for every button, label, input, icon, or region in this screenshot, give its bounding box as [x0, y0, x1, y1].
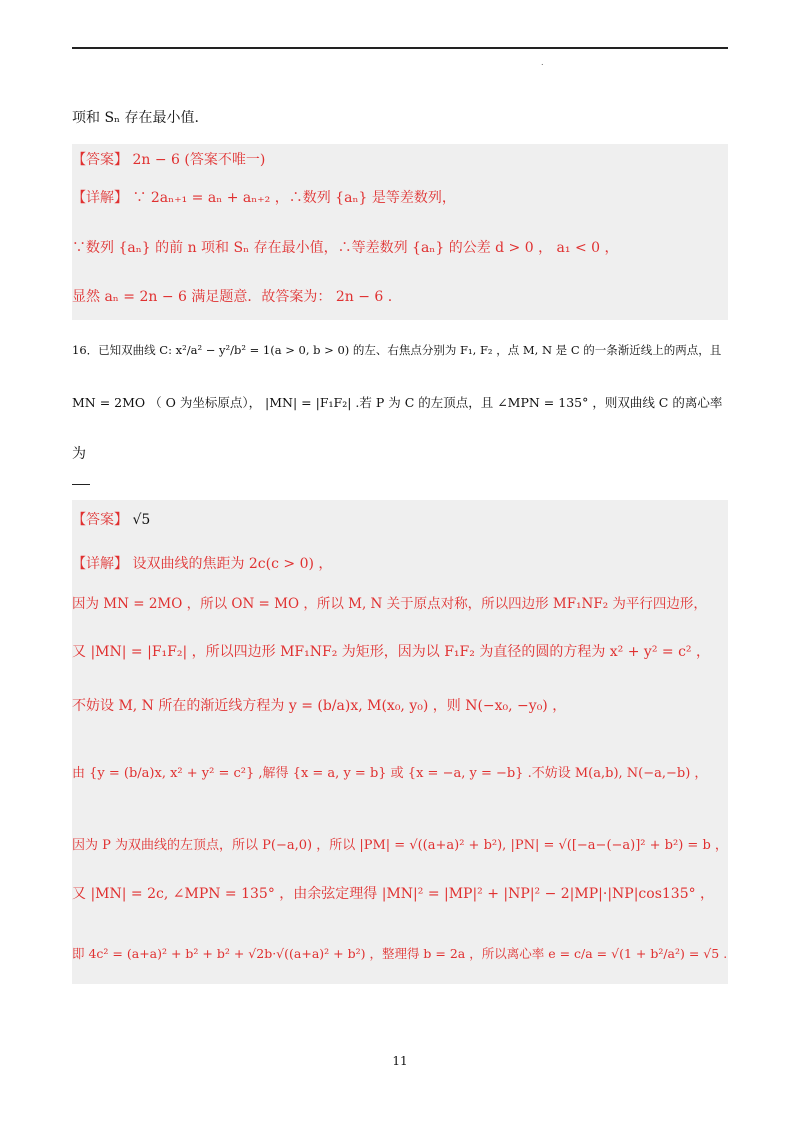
answer-value: 2n − 6 (答案不唯一) [132, 152, 266, 168]
detail-15-line-1 [72, 188, 456, 208]
detail-16-line-3: 又 |MN| = |F₁F₂| ，所以四边形 MF₁NF₂ 为矩形，因为以 F₁F₂ 为直径的圆的方程为 x² + y² = c² ， [72, 644, 710, 660]
detail-16-line-6: 因为 P 为双曲线的左顶点，所以 P(−a,0) ，所以 |PM| = √((a+a)² + b²), |PN| = √([−a−(−a)]² + b²) = b ， [72, 838, 728, 853]
question-16-line-3: 为 [72, 446, 86, 462]
answer-16 [72, 510, 150, 530]
detail-16-line-8: 即 4c² = (a+a)² + b² + b² + √2b·√((a+a)² + b²) ，整理得 b = 2a ，所以离心率 e = c/a = √(1 + b²/a²) = √5 . [72, 946, 728, 961]
detail-text: ∵ 2aₙ₊₁ = aₙ + aₙ₊₂ ，∴数列 {aₙ} 是等差数列， [132, 190, 456, 206]
detail-16-line-2: 因为 MN = 2MO ，所以 ON = MO ，所以 M, N 关于原点对称，所以四边形 MF₁NF₂ 为平行四边形， [72, 596, 707, 612]
detail-15-line-2: ∵数列 {aₙ} 的前 n 项和 Sₙ 存在最小值，∴等差数列 {aₙ} 的公差 d > 0 ， a₁ < 0 ， [72, 240, 619, 256]
detail-15-line-3: 显然 aₙ = 2n − 6 满足题意．故答案为： 2n − 6 . [72, 289, 393, 305]
prev-question-end: 项和 Sₙ 存在最小值. [72, 110, 199, 126]
detail-label: 【详解】 [72, 556, 128, 572]
answer-blank [72, 484, 90, 485]
detail-label: 【详解】 [72, 190, 128, 206]
header-dot: . [541, 58, 544, 67]
answer-label: 【答案】 [72, 152, 128, 168]
detail-16-line-7: 又 |MN| = 2c, ∠MPN = 135° ，由余弦定理得 |MN|² = |MP|² + |NP|² − 2|MP|·|NP|cos135° ， [72, 886, 715, 902]
detail-16-line-1 [72, 554, 332, 574]
header-rule [72, 47, 728, 49]
answer-value: √5 [132, 512, 151, 528]
answer-15 [72, 150, 265, 170]
detail-text: 设双曲线的焦距为 2c(c > 0) ， [132, 556, 333, 572]
question-16-line-2: MN = 2MO （ O 为坐标原点）， |MN| = |F₁F₂| .若 P 为 C 的左顶点，且 ∠MPN = 135° ，则双曲线 C 的离心率 [72, 395, 723, 410]
answer-label: 【答案】 [72, 512, 128, 528]
page-number: 11 [392, 1054, 408, 1068]
question-16-line-1: 16．已知双曲线 C: x²/a² − y²/b² = 1(a > 0, b > 0) 的左、右焦点分别为 F₁, F₂ ，点 M, N 是 C 的一条渐近线上的两点，且 [72, 343, 722, 357]
detail-16-line-4: 不妨设 M, N 所在的渐近线方程为 y = (b/a)x, M(x₀, y₀) ，则 N(−x₀, −y₀) ， [72, 698, 567, 714]
detail-16-line-5: 由 {y = (b/a)x, x² + y² = c²} ,解得 {x = a, y = b} 或 {x = −a, y = −b} .不妨设 M(a,b), N(−a,−b) ， [72, 766, 708, 781]
